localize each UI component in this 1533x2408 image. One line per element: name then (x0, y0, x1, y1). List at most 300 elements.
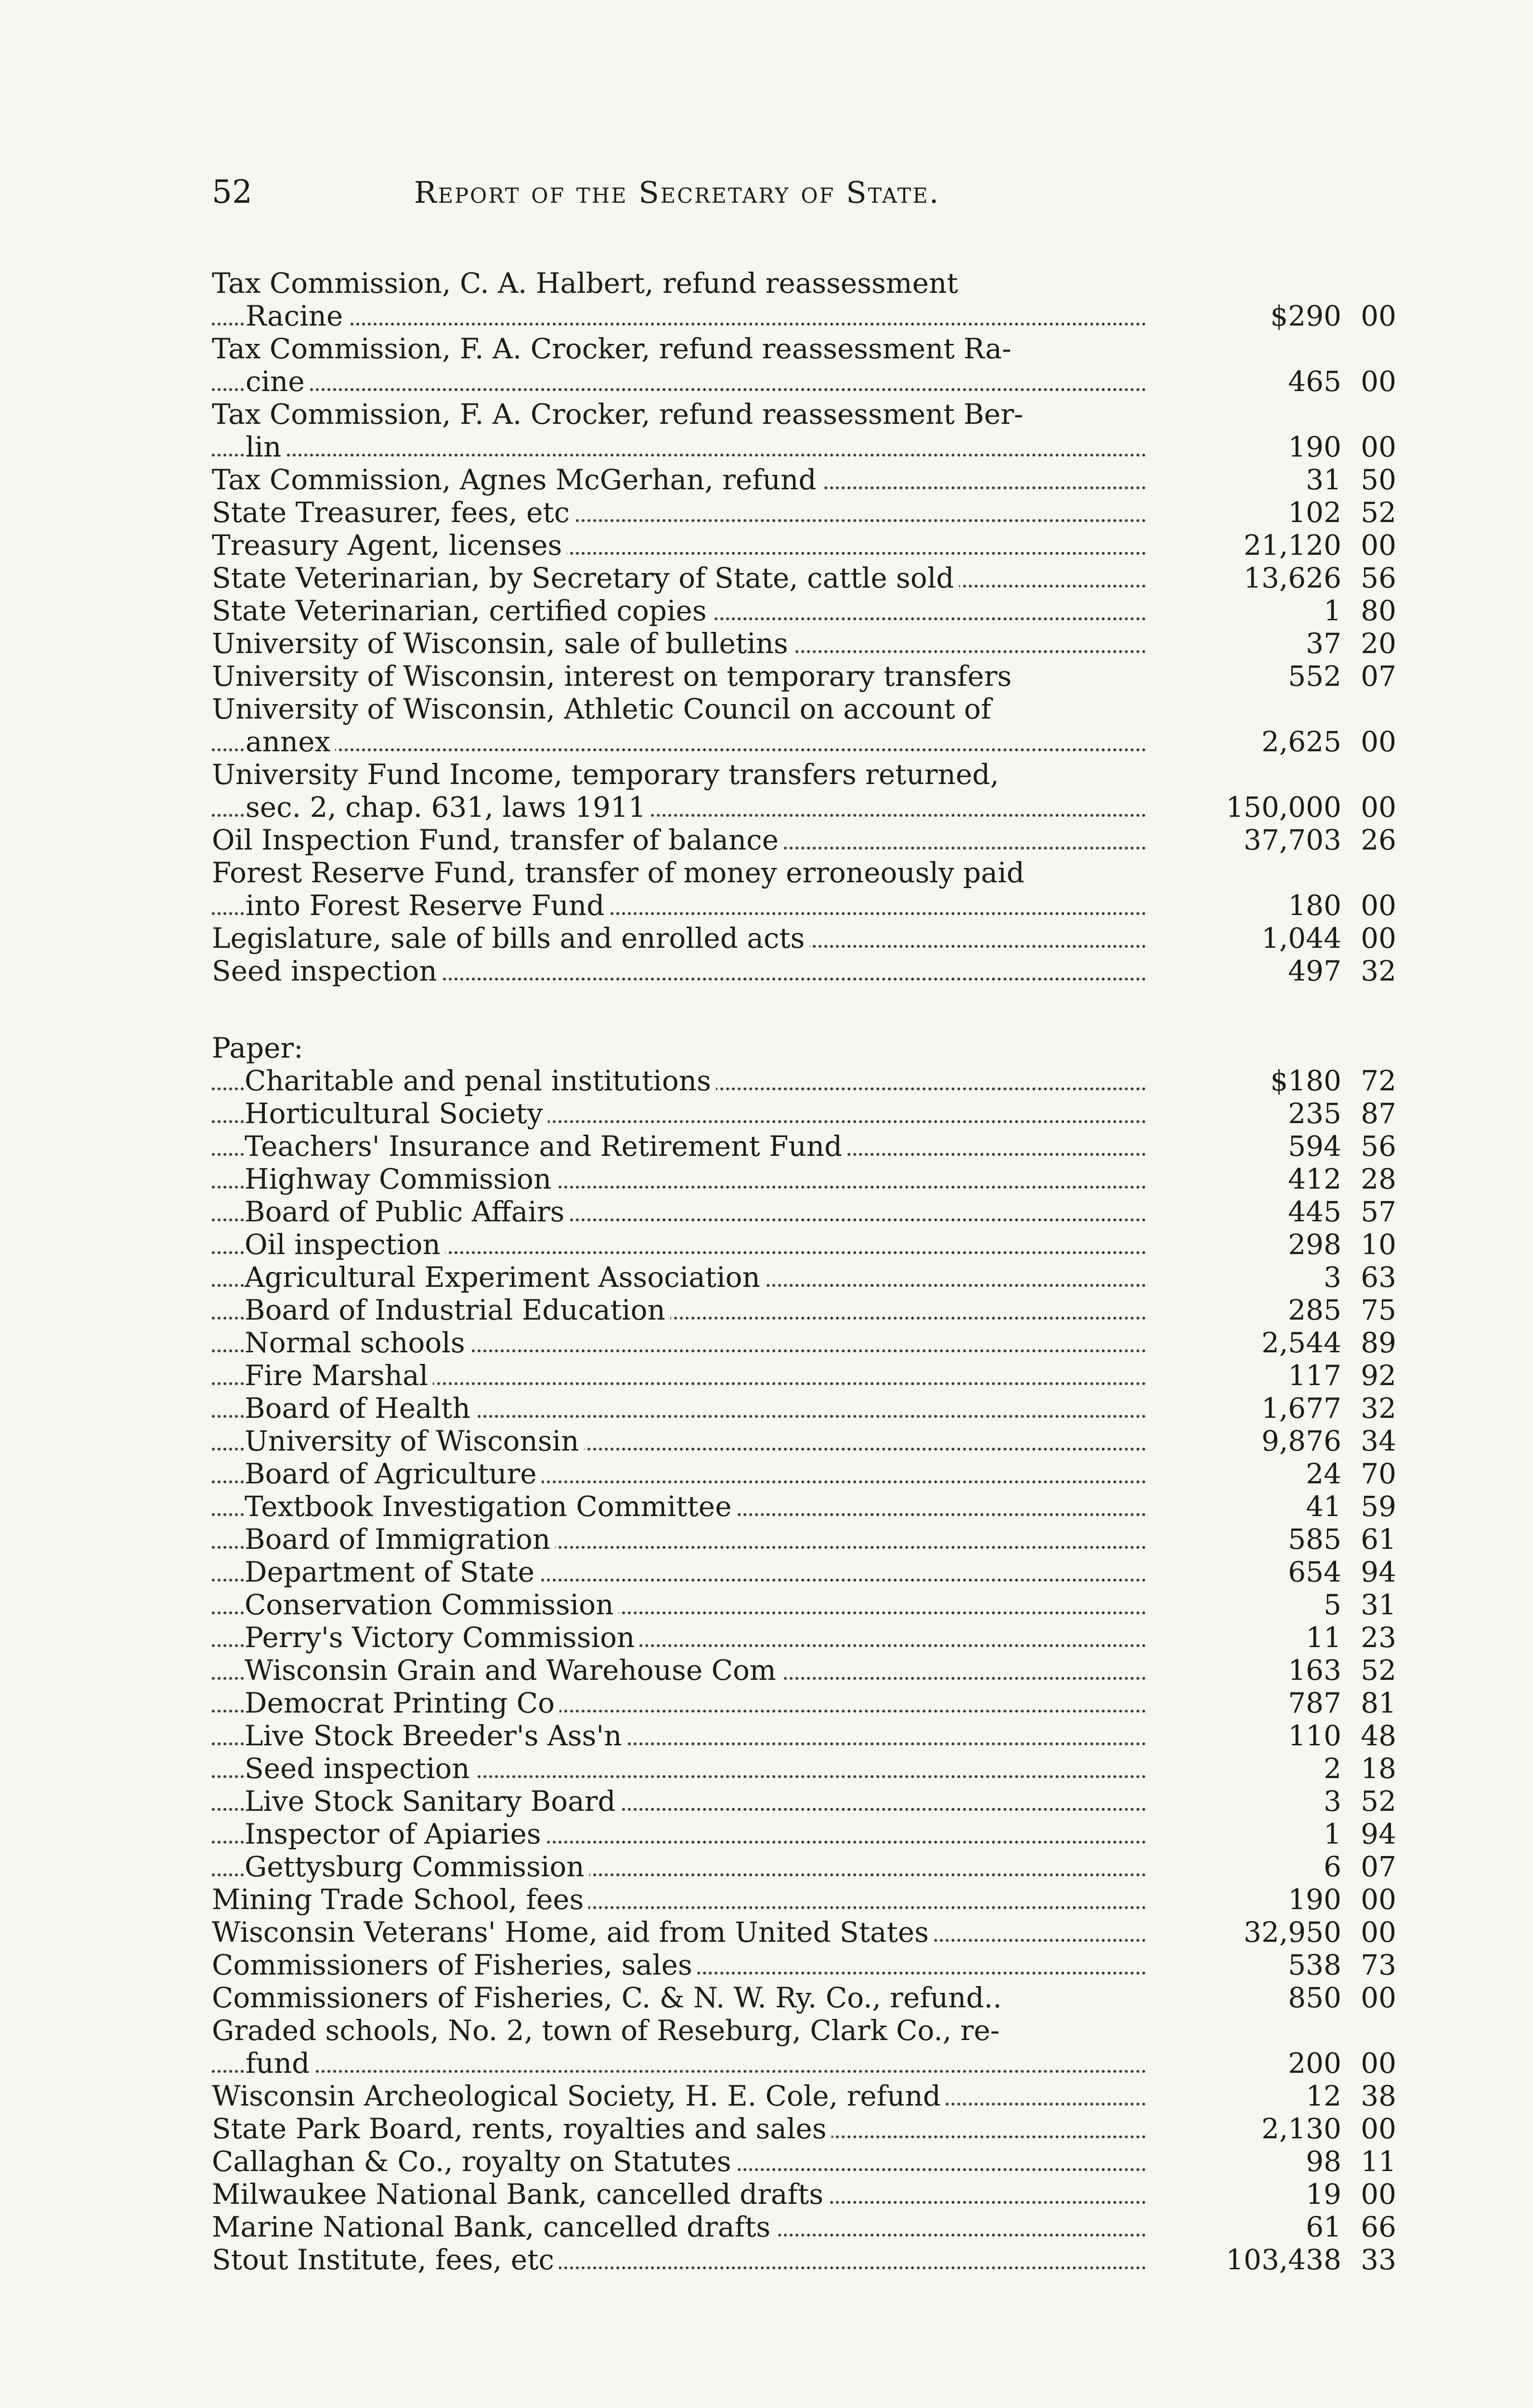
entry-description (212, 1654, 1146, 1687)
entry-description-text: Wisconsin Grain and Warehouse Com (245, 1654, 781, 1687)
entry-description-line: University Fund Income, temporary transfers returned, (212, 758, 999, 791)
amount-cents: 72 (1361, 1064, 1396, 1097)
page-header (212, 173, 1406, 241)
amount-dollars: 585 (1288, 1523, 1341, 1556)
entry-description-text: Board of Public Affairs (245, 1195, 569, 1228)
ledger-row (212, 2243, 1406, 2276)
dot-leader (212, 388, 1146, 391)
amount-dollars: $290 (1270, 300, 1341, 332)
amount-cents: 00 (1361, 2112, 1396, 2145)
ledger-row (212, 594, 1406, 627)
entry-description (212, 496, 1146, 529)
entry-amount (1146, 1130, 1406, 1163)
amount-dollars: 298 (1288, 1228, 1341, 1261)
entry-description (212, 267, 1146, 332)
amount-cents: 00 (1361, 889, 1396, 922)
document-page (212, 173, 1406, 2276)
entry-description-text: Horticultural Society (245, 1097, 548, 1130)
ledger-row (212, 332, 1406, 398)
ledger-row (212, 1556, 1406, 1588)
ledger-row (212, 1064, 1406, 1097)
amount-dollars: 41 (1306, 1490, 1341, 1523)
amount-cents: 33 (1361, 2243, 1396, 2276)
amount-cents: 00 (1361, 300, 1396, 332)
amount-dollars: 9,876 (1261, 1425, 1341, 1457)
entry-description-line: Tax Commission, F. A. Crocker, refund reassessment Ber- (212, 398, 1024, 431)
entry-description (212, 758, 1146, 824)
amount-dollars: 2,625 (1261, 725, 1341, 758)
entry-amount (1146, 1097, 1406, 1130)
amount-dollars: 6 (1324, 1850, 1341, 1883)
ledger-row (212, 1752, 1406, 1785)
amount-cents: 34 (1361, 1425, 1396, 1457)
entry-description (212, 2211, 1146, 2243)
entry-description-line: Tax Commission, C. A. Halbert, refund reassessment (212, 267, 958, 300)
amount-cents: 20 (1361, 627, 1396, 660)
dot-leader (212, 748, 1146, 751)
entry-description (212, 922, 1146, 955)
entry-description-text: Commissioners of Fisheries, sales (212, 1949, 697, 1981)
entry-description-text: Oil Inspection Fund, transfer of balance (212, 824, 783, 856)
entry-description (212, 1425, 1146, 1457)
entry-description (212, 1195, 1146, 1228)
amount-dollars: 5 (1324, 1588, 1341, 1621)
amount-cents: 23 (1361, 1621, 1396, 1654)
entry-description-text: Live Stock Breeder's Ass'n (245, 1719, 627, 1752)
ledger-row (212, 562, 1406, 594)
amount-dollars: 110 (1288, 1719, 1341, 1752)
amount-dollars: 1,044 (1261, 922, 1341, 955)
amount-dollars: $180 (1270, 1064, 1341, 1097)
entry-description (212, 1949, 1146, 1981)
entry-description-text: Teachers' Insurance and Retirement Fund (245, 1130, 847, 1163)
entry-description-line: Tax Commission, F. A. Crocker, refund reassessment Ra- (212, 332, 1012, 365)
entry-amount (1146, 496, 1406, 529)
entry-amount (1146, 1457, 1406, 1490)
amount-cents: 50 (1361, 463, 1396, 496)
page-number: 52 (212, 173, 252, 210)
entry-description-text: Live Stock Sanitary Board (245, 1785, 621, 1818)
amount-dollars: 21,120 (1244, 529, 1341, 562)
amount-dollars: 37 (1306, 627, 1341, 660)
entry-description-text: Inspector of Apiaries (245, 1818, 546, 1850)
amount-dollars: 24 (1306, 1457, 1341, 1490)
amount-cents: 81 (1361, 1687, 1396, 1719)
entry-description-text: Callaghan & Co., royalty on Statutes (212, 2145, 736, 2178)
ledger-row (212, 1719, 1406, 1752)
entry-description-text: Board of Agriculture (245, 1457, 542, 1490)
dot-leader (212, 2070, 1146, 2073)
entry-description-continuation: fund (246, 2047, 314, 2080)
entry-amount (1146, 300, 1406, 332)
amount-dollars: 37,703 (1244, 824, 1341, 856)
ledger-row (212, 2080, 1406, 2112)
amount-cents: 52 (1361, 496, 1396, 529)
entry-amount (1146, 889, 1406, 922)
entry-description (212, 2112, 1146, 2145)
amount-dollars: 235 (1288, 1097, 1341, 1130)
amount-cents: 75 (1361, 1294, 1396, 1326)
entry-description-text: Conservation Commission (245, 1588, 619, 1621)
entry-description-text: Agricultural Experiment Association (245, 1261, 765, 1294)
amount-cents: 00 (1361, 791, 1396, 824)
entry-description-text: Perry's Victory Commission (245, 1621, 639, 1654)
entry-amount (1146, 1425, 1406, 1457)
entry-description-text: Department of State (245, 1556, 539, 1588)
entry-description (212, 1490, 1146, 1523)
ledger-row (212, 1359, 1406, 1392)
entry-description-text: Milwaukee National Bank, cancelled drafts (212, 2178, 828, 2211)
amount-cents: 92 (1361, 1359, 1396, 1392)
amount-cents: 38 (1361, 2080, 1396, 2112)
amount-dollars: 163 (1288, 1654, 1341, 1687)
amount-cents: 00 (1361, 1883, 1396, 1916)
entry-amount (1146, 1588, 1406, 1621)
ledger-row (212, 529, 1406, 562)
amount-dollars: 412 (1288, 1163, 1341, 1195)
entry-description (212, 1981, 1146, 2014)
entry-description-text: Charitable and penal institutions (245, 1064, 716, 1097)
entry-amount (1146, 2243, 1406, 2276)
ledger-row (212, 398, 1406, 463)
ledger-row (212, 1981, 1406, 2014)
entry-description-text: Wisconsin Veterans' Home, aid from United States (212, 1916, 934, 1949)
amount-dollars: 103,438 (1226, 2243, 1341, 2276)
amount-cents: 00 (1361, 1916, 1396, 1949)
ledger (212, 267, 1406, 2276)
entry-amount (1146, 463, 1406, 496)
entry-description (212, 1392, 1146, 1425)
ledger-row (212, 1490, 1406, 1523)
amount-dollars: 1 (1324, 594, 1341, 627)
amount-dollars: 117 (1288, 1359, 1341, 1392)
ledger-row (212, 922, 1406, 955)
ledger-group-1 (212, 267, 1406, 987)
amount-dollars: 594 (1288, 1130, 1341, 1163)
amount-dollars: 190 (1288, 431, 1341, 463)
amount-dollars: 850 (1288, 1981, 1341, 2014)
entry-amount (1146, 1326, 1406, 1359)
dot-leader (212, 454, 1146, 457)
entry-description (212, 1359, 1146, 1392)
entry-description (212, 463, 1146, 496)
entry-description-text: Textbook Investigation Committee (245, 1490, 736, 1523)
entry-description (212, 2178, 1146, 2211)
amount-cents: 63 (1361, 1261, 1396, 1294)
entry-description (212, 824, 1146, 856)
entry-description (212, 1064, 1146, 1097)
entry-amount (1146, 1719, 1406, 1752)
entry-description-text: Fire Marshal (245, 1359, 433, 1392)
ledger-row (212, 1785, 1406, 1818)
entry-amount (1146, 1556, 1406, 1588)
entry-description (212, 2080, 1146, 2112)
entry-description-text: Gettysburg Commission (245, 1850, 589, 1883)
entry-amount (1146, 431, 1406, 463)
ledger-row (212, 1425, 1406, 1457)
entry-amount (1146, 1621, 1406, 1654)
ledger-row (212, 1687, 1406, 1719)
amount-cents: 00 (1361, 2178, 1396, 2211)
amount-cents: 56 (1361, 1130, 1396, 1163)
ledger-row (212, 1457, 1406, 1490)
ledger-row (212, 955, 1406, 987)
ledger-row (212, 693, 1406, 758)
ledger-row (212, 1163, 1406, 1195)
entry-description (212, 1097, 1146, 1130)
entry-description-text: Tax Commission, Agnes McGerhan, refund (212, 463, 821, 496)
entry-description (212, 1850, 1146, 1883)
ledger-row (212, 1228, 1406, 1261)
ledger-row (212, 627, 1406, 660)
entry-amount (1146, 1687, 1406, 1719)
amount-dollars: 1 (1324, 1818, 1341, 1850)
amount-cents: 28 (1361, 1163, 1396, 1195)
ledger-row (212, 1621, 1406, 1654)
ledger-row (212, 1097, 1406, 1130)
ledger-row (212, 2178, 1406, 2211)
entry-amount (1146, 529, 1406, 562)
ledger-row (212, 1588, 1406, 1621)
amount-dollars: 11 (1306, 1621, 1341, 1654)
amount-cents: 32 (1361, 1392, 1396, 1425)
amount-cents: 07 (1361, 1850, 1396, 1883)
entry-description (212, 562, 1146, 594)
amount-cents: 56 (1361, 562, 1396, 594)
entry-amount (1146, 562, 1406, 594)
entry-description (212, 1130, 1146, 1163)
ledger-row (212, 1523, 1406, 1556)
entry-description (212, 1916, 1146, 1949)
entry-description (212, 1687, 1146, 1719)
entry-description (212, 398, 1146, 463)
entry-amount (1146, 2178, 1406, 2211)
ledger-row (212, 1916, 1406, 1949)
amount-cents: 73 (1361, 1949, 1396, 1981)
entry-description-text: Seed inspection (245, 1752, 475, 1785)
entry-description-text: Mining Trade School, fees (212, 1883, 588, 1916)
paper-heading: Paper: (212, 1032, 303, 1064)
entry-description (212, 1588, 1146, 1621)
entry-description (212, 1261, 1146, 1294)
amount-cents: 94 (1361, 1556, 1396, 1588)
entry-amount (1146, 2145, 1406, 2178)
entry-description-text: Commissioners of Fisheries, C. & N. W. Ry. Co., refund.. (212, 1981, 1007, 2014)
entry-description (212, 529, 1146, 562)
entry-amount (1146, 1654, 1406, 1687)
entry-description (212, 332, 1146, 398)
entry-amount (1146, 1949, 1406, 1981)
entry-description-continuation: Racine (246, 300, 348, 332)
amount-dollars: 12 (1306, 2080, 1341, 2112)
amount-dollars: 102 (1288, 496, 1341, 529)
entry-description (212, 1719, 1146, 1752)
amount-dollars: 19 (1306, 2178, 1341, 2211)
entry-amount (1146, 1261, 1406, 1294)
ledger-row (212, 463, 1406, 496)
amount-dollars: 200 (1288, 2047, 1341, 2080)
entry-amount (1146, 1359, 1406, 1392)
entry-description-continuation: sec. 2, chap. 631, laws 1911 (246, 791, 651, 824)
entry-amount (1146, 1490, 1406, 1523)
amount-cents: 70 (1361, 1457, 1396, 1490)
entry-description-line: Forest Reserve Fund, transfer of money erroneously paid (212, 856, 1025, 889)
amount-dollars: 654 (1288, 1556, 1341, 1588)
entry-amount (1146, 1523, 1406, 1556)
entry-amount (1146, 791, 1406, 824)
ledger-row (212, 1326, 1406, 1359)
entry-description (212, 1785, 1146, 1818)
entry-description-text: State Veterinarian, by Secretary of State, cattle sold (212, 562, 959, 594)
amount-cents: 66 (1361, 2211, 1396, 2243)
amount-cents: 10 (1361, 1228, 1396, 1261)
entry-amount (1146, 955, 1406, 987)
amount-dollars: 285 (1288, 1294, 1341, 1326)
ledger-group-2 (212, 1883, 1406, 2276)
amount-dollars: 2 (1324, 1752, 1341, 1785)
entry-description-text: Legislature, sale of bills and enrolled acts (212, 922, 809, 955)
amount-cents: 00 (1361, 431, 1396, 463)
entry-description (212, 1621, 1146, 1654)
ledger-row (212, 2014, 1406, 2080)
ledger-row (212, 1850, 1406, 1883)
ledger-row (212, 1883, 1406, 1916)
dot-leader (212, 323, 1146, 326)
amount-dollars: 787 (1288, 1687, 1341, 1719)
entry-description-line: University of Wisconsin, Athletic Council on account of (212, 693, 991, 725)
entry-description-text: Board of Immigration (245, 1523, 555, 1556)
entry-amount (1146, 594, 1406, 627)
entry-amount (1146, 2080, 1406, 2112)
entry-description (212, 955, 1146, 987)
entry-amount (1146, 824, 1406, 856)
amount-dollars: 3 (1324, 1785, 1341, 1818)
entry-description-continuation: cine (246, 365, 310, 398)
entry-description-continuation: annex (246, 725, 335, 758)
amount-dollars: 150,000 (1226, 791, 1341, 824)
entry-amount (1146, 2047, 1406, 2080)
ledger-row (212, 1195, 1406, 1228)
amount-dollars: 2,544 (1261, 1326, 1341, 1359)
amount-dollars: 98 (1306, 2145, 1341, 2178)
entry-amount (1146, 725, 1406, 758)
amount-cents: 32 (1361, 955, 1396, 987)
entry-description (212, 594, 1146, 627)
entry-description-text: Wisconsin Archeological Society, H. E. Cole, refund (212, 2080, 946, 2112)
ledger-row (212, 1949, 1406, 1981)
entry-amount (1146, 1392, 1406, 1425)
amount-cents: 52 (1361, 1785, 1396, 1818)
entry-amount (1146, 2112, 1406, 2145)
entry-description (212, 2243, 1146, 2276)
ledger-row (212, 824, 1406, 856)
entry-amount (1146, 922, 1406, 955)
entry-amount (1146, 627, 1406, 660)
entry-amount (1146, 365, 1406, 398)
ledger-row (212, 660, 1406, 693)
running-title: Report of the Secretary of State. (414, 175, 940, 210)
entry-description-text: University of Wisconsin, sale of bulletins (212, 627, 793, 660)
ledger-row (212, 1654, 1406, 1687)
ledger-row (212, 1294, 1406, 1326)
entry-description-text: Oil inspection (245, 1228, 445, 1261)
entry-description-continuation: lin (246, 431, 286, 463)
amount-dollars: 465 (1288, 365, 1341, 398)
ledger-row (212, 2145, 1406, 2178)
amount-cents: 80 (1361, 594, 1396, 627)
entry-description (212, 627, 1146, 660)
amount-dollars: 180 (1288, 889, 1341, 922)
entry-description (212, 660, 1146, 693)
ledger-row (212, 2211, 1406, 2243)
entry-description-text: University of Wisconsin, interest on temporary transfers (212, 660, 1016, 693)
entry-description (212, 1752, 1146, 1785)
amount-dollars: 3 (1324, 1261, 1341, 1294)
entry-description-text: Highway Commission (245, 1163, 556, 1195)
paper-items (212, 1064, 1406, 1883)
amount-cents: 00 (1361, 365, 1396, 398)
entry-description-text: Seed inspection (212, 955, 442, 987)
amount-cents: 00 (1361, 2047, 1396, 2080)
ledger-row (212, 267, 1406, 332)
entry-description (212, 1556, 1146, 1588)
amount-cents: 48 (1361, 1719, 1396, 1752)
entry-amount (1146, 1981, 1406, 2014)
entry-description-text: University of Wisconsin (245, 1425, 584, 1457)
amount-cents: 00 (1361, 922, 1396, 955)
amount-dollars: 13,626 (1244, 562, 1341, 594)
entry-description-text: State Veterinarian, certified copies (212, 594, 712, 627)
ledger-row (212, 856, 1406, 922)
entry-description (212, 1457, 1146, 1490)
entry-description (212, 856, 1146, 922)
entry-description (212, 1294, 1146, 1326)
entry-description (212, 1883, 1146, 1916)
amount-cents: 26 (1361, 824, 1396, 856)
entry-description-text: Marine National Bank, cancelled drafts (212, 2211, 775, 2243)
entry-amount (1146, 1163, 1406, 1195)
amount-cents: 94 (1361, 1818, 1396, 1850)
ledger-row (212, 496, 1406, 529)
amount-dollars: 552 (1288, 660, 1341, 693)
entry-amount (1146, 1294, 1406, 1326)
entry-amount (1146, 1064, 1406, 1097)
amount-cents: 31 (1361, 1588, 1396, 1621)
entry-description (212, 1163, 1146, 1195)
entry-description-text: Democrat Printing Co (245, 1687, 559, 1719)
entry-amount (1146, 660, 1406, 693)
entry-amount (1146, 1916, 1406, 1949)
amount-dollars: 497 (1288, 955, 1341, 987)
entry-amount (1146, 1883, 1406, 1916)
amount-dollars: 32,950 (1244, 1916, 1341, 1949)
entry-amount (1146, 1752, 1406, 1785)
amount-cents: 87 (1361, 1097, 1396, 1130)
entry-description-text: Treasury Agent, licenses (212, 529, 567, 562)
amount-dollars: 538 (1288, 1949, 1341, 1981)
entry-amount (1146, 1818, 1406, 1850)
amount-cents: 57 (1361, 1195, 1396, 1228)
entry-amount (1146, 1228, 1406, 1261)
amount-dollars: 445 (1288, 1195, 1341, 1228)
ledger-row (212, 1130, 1406, 1163)
ledger-row (212, 1261, 1406, 1294)
amount-cents: 59 (1361, 1490, 1396, 1523)
section-gap (212, 987, 1406, 1032)
entry-amount (1146, 1195, 1406, 1228)
ledger-row (212, 758, 1406, 824)
entry-amount (1146, 1785, 1406, 1818)
